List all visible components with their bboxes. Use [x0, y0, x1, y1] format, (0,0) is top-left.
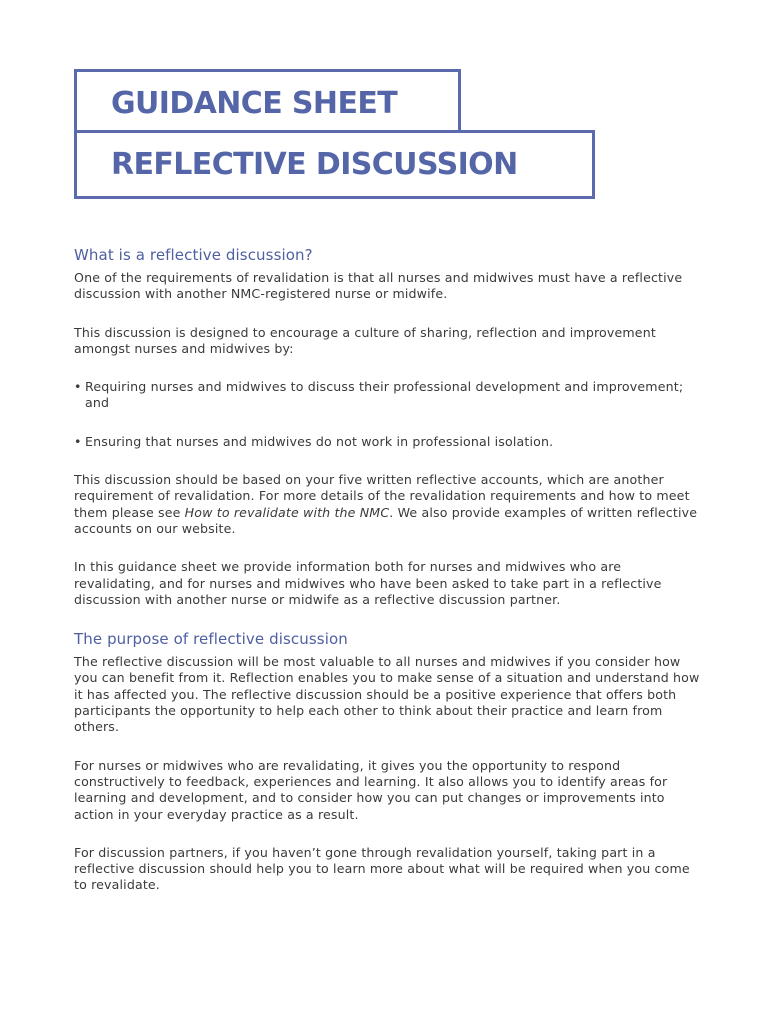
document-title-line1: GUIDANCE SHEET: [111, 86, 398, 121]
document-body: [74, 246, 704, 916]
bullet-item: [74, 434, 704, 450]
section-heading-what-is: What is a reflective discussion?: [74, 246, 313, 264]
section-heading-purpose: The purpose of reflective discussion: [74, 630, 348, 649]
paragraph: For nurses or midwives who are revalidating, it gives you the opportunity to respond constructively to feedback, experiences and learning. It also allows you to identify areas for learning and development, and to consider how you can put changes or improvements into action in your everyday practice as a result.: [74, 757, 668, 822]
title-box-reflective-discussion: [74, 130, 595, 199]
document-title-line2: REFLECTIVE DISCUSSION: [111, 147, 518, 182]
paragraph: In this guidance sheet we provide information both for nurses and midwives who are revalidating, and for nurses and midwives who have been asked to take part in a reflective discussion with another nurse or midwife as a reflective discussion partner.: [74, 559, 662, 607]
paragraph: One of the requirements of revalidation is that all nurses and midwives must have a reflective discussion with another NMC-registered nurse or midwife.: [74, 270, 683, 302]
title-box-guidance-sheet: [74, 69, 461, 133]
paragraph-text: This discussion should be based on your five written reflective accounts, which are another requirement of revalidation. For more details of the revalidation requirements and how to meet them please see: [74, 472, 690, 520]
bullet-text: Ensuring that nurses and midwives do not work in professional isolation.: [85, 433, 554, 449]
paragraph: The reflective discussion will be most valuable to all nurses and midwives if you consider how you can benefit from it. Reflection enables you to make sense of a situation and understand how it has affected you. The reflective discussion should be a positive experience that offers both participants the opportunity to help each other to think about their practice and learn from others.: [74, 654, 700, 735]
paragraph-text: . We also provide examples of written reflective accounts on our website.: [74, 504, 698, 536]
publication-reference: How to revalidate with the NMC: [184, 504, 390, 520]
paragraph: This discussion is designed to encourage a culture of sharing, reflection and improvement amongst nurses and midwives by:: [74, 324, 656, 356]
bullet-symbol: •: [74, 433, 82, 449]
bullet-item: [74, 379, 704, 412]
bullet-symbol: •: [74, 379, 82, 395]
bullet-text: Requiring nurses and midwives to discuss their professional development and improvement; and: [85, 379, 684, 411]
paragraph: For discussion partners, if you haven’t gone through revalidation yourself, taking part in a reflective discussion should help you to learn more about what will be required when you come to revalidate.: [74, 844, 690, 893]
paragraph-with-reference: [74, 472, 704, 537]
